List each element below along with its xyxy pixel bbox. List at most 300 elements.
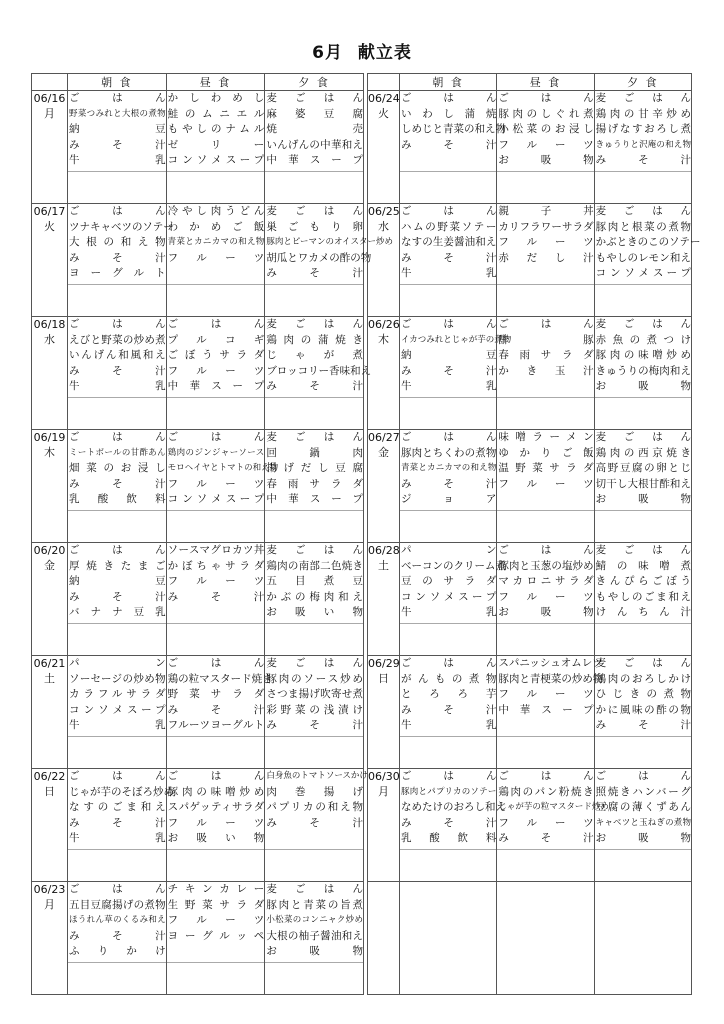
menu-item: 麦ごはん xyxy=(595,544,691,556)
menu-item: かぼちゃサラダ xyxy=(167,559,265,572)
menu-item: みそ汁 xyxy=(595,719,691,732)
menu-item: じゃが芋のそぼろ炒め xyxy=(69,785,174,798)
menu-item: 切干し大根甘酢和え xyxy=(595,477,691,490)
date-cell xyxy=(32,91,68,204)
menu-item: 酢豚 xyxy=(498,333,594,346)
menu-item: きゅうりと沢庵の和え物 xyxy=(595,139,691,150)
date-text: 06/16 xyxy=(33,92,66,105)
menu-item: 鶏肉の蒲焼き xyxy=(266,333,363,346)
date-text: 06/17 xyxy=(33,205,66,218)
menu-item: お吸物 xyxy=(595,380,691,393)
date-text: 06/19 xyxy=(33,431,66,444)
menu-item: みそ汁 xyxy=(69,477,166,490)
menu-item xyxy=(497,492,593,508)
menu-item: みそ汁 xyxy=(69,590,166,603)
menu-item: ごはん xyxy=(167,318,265,330)
breakfast-cell xyxy=(400,769,506,882)
day-row xyxy=(32,769,364,882)
date-text: 06/29 xyxy=(368,657,400,670)
weekday-text: 木 xyxy=(44,446,55,459)
menu-item: フルーツ xyxy=(167,477,265,490)
cell-divider xyxy=(265,171,363,172)
menu-item: 親子丼 xyxy=(498,205,594,217)
menu-item: お吸物 xyxy=(595,493,691,506)
menu-item: 中華スープ xyxy=(266,154,363,167)
dinner-header: 夕 食 xyxy=(265,74,364,91)
menu-item: 五目豆腐揚げの煮物 xyxy=(69,898,166,911)
menu-item: みそ汁 xyxy=(266,380,363,393)
page-title xyxy=(0,38,724,63)
menu-item: 彩野菜の浅漬け xyxy=(266,703,363,716)
lunch-cell xyxy=(166,430,279,543)
menu-item: 鶏の粒マスタード焼き xyxy=(167,672,273,685)
menu-item: 鮭のムニエル xyxy=(167,107,265,120)
menu-item: かぶときのこのソテー xyxy=(595,236,701,249)
menu-item: 豆腐の薄くずあん xyxy=(595,801,691,814)
menu-item: コンソメスープ xyxy=(401,590,497,603)
dinner-cell xyxy=(594,656,691,769)
menu-item: ほうれん草のくるみ和え xyxy=(69,915,166,926)
weekday-text: 火 xyxy=(378,107,389,120)
menu-item: ごはん xyxy=(167,770,265,782)
lunch-cell xyxy=(497,430,594,543)
breakfast-cell xyxy=(400,204,497,317)
menu-item: ひじきの煮物 xyxy=(595,688,691,701)
menu-item: ごはん xyxy=(401,431,497,443)
menu-item: 麦ごはん xyxy=(595,657,691,669)
date-cell xyxy=(32,430,68,543)
menu-item: みそ汁 xyxy=(69,816,166,829)
menu-item: 鶏肉の南部二色焼き xyxy=(266,559,363,572)
menu-item: チキンカレー xyxy=(167,883,265,895)
menu-item: 中華スープ xyxy=(498,703,594,716)
date-cell xyxy=(32,656,68,769)
cell-divider xyxy=(400,171,496,172)
menu-item: フルーツ xyxy=(167,364,265,377)
menu-item: カリフラワーサラダ xyxy=(498,220,594,233)
menu-item: 豚肉と青梗菜の炒め物 xyxy=(498,672,604,685)
dinner-header: 夕 食 xyxy=(594,74,691,91)
cell-divider xyxy=(167,962,265,963)
menu-item: ごはん xyxy=(498,770,594,782)
menu-item: しめじと青菜の和え物 xyxy=(401,123,506,136)
menu-item: 麦ごはん xyxy=(266,318,363,330)
lunch-cell xyxy=(166,317,265,430)
menu-item: 牛乳 xyxy=(401,267,497,280)
menu-item: 麦ごはん xyxy=(266,92,363,104)
menu-item: 豚肉とちくわの煮物 xyxy=(401,446,497,459)
menu-item: 冷やし肉うどん xyxy=(167,205,265,217)
menu-item: 畑菜のお浸し xyxy=(69,462,166,475)
menu-item xyxy=(167,266,265,282)
date-text: 06/20 xyxy=(33,544,66,557)
day-row xyxy=(32,656,364,769)
cell-divider xyxy=(68,510,166,511)
menu-item: 納豆 xyxy=(401,349,497,362)
menu-item: パプリカの和え物 xyxy=(266,801,363,814)
date-text: 06/22 xyxy=(33,770,66,783)
weekday-text: 木 xyxy=(378,333,389,346)
menu-item: ごはん xyxy=(69,770,166,782)
dinner-cell xyxy=(265,656,364,769)
menu-item: えびと野菜の炒め煮 xyxy=(69,333,166,346)
menu-item: ごはん xyxy=(595,770,691,782)
date-text: 06/27 xyxy=(368,431,400,444)
weekday-text: 土 xyxy=(44,672,55,685)
menu-item: いんげんの中華和え xyxy=(266,138,363,151)
menu-item: 鯖の味噌煮 xyxy=(595,559,691,572)
menu-item: 麻婆豆腐 xyxy=(266,107,363,120)
menu-item: 豚肉とピーマンのオイスター炒め xyxy=(266,237,393,248)
menu-item: ヨーグルト xyxy=(69,267,166,280)
date-text: 06/28 xyxy=(368,544,400,557)
menu-item: フルーツ xyxy=(167,575,265,588)
menu-item: ごはん xyxy=(498,92,594,104)
cell-divider xyxy=(265,510,363,511)
menu-item: 麦ごはん xyxy=(266,657,363,669)
menu-item: カラフルサラダ xyxy=(69,688,166,701)
breakfast-cell xyxy=(68,656,167,769)
date-text: 06/25 xyxy=(368,205,400,218)
cell-divider xyxy=(167,284,265,285)
menu-item: みそ汁 xyxy=(595,154,691,167)
cell-divider xyxy=(265,623,363,624)
menu-item: 鶏肉のパン粉焼き xyxy=(498,785,594,798)
cell-divider xyxy=(68,849,166,850)
lunch-cell xyxy=(497,204,594,317)
menu-item: お吸物 xyxy=(498,606,594,619)
menu-item: 鶏肉のジンジャーソース xyxy=(167,447,265,458)
day-row xyxy=(368,769,692,882)
cell-divider xyxy=(595,284,691,285)
menu-item: さつま揚げ吹寄せ煮 xyxy=(266,688,363,701)
menu-item: フルーツ xyxy=(498,590,594,603)
menu-item: モロヘイヤとトマトの和え物 xyxy=(167,463,279,474)
breakfast-cell xyxy=(400,656,497,769)
date-cell xyxy=(32,769,68,882)
menu-item: コンソメスープ xyxy=(167,493,265,506)
menu-item: 大根の和え物 xyxy=(69,236,166,249)
menu-item: 赤だし汁 xyxy=(498,251,594,264)
menu-item xyxy=(497,379,593,395)
menu-item: かしわめし xyxy=(167,92,265,104)
menu-item: ソーセージの炒め物 xyxy=(69,672,166,685)
menu-item: 焼売 xyxy=(266,123,363,136)
menu-item: キャベツと玉ねぎの煮物 xyxy=(595,817,691,828)
menu-item: みそ汁 xyxy=(401,477,497,490)
breakfast-cell xyxy=(68,91,167,204)
breakfast-cell xyxy=(68,769,174,882)
menu-item: 鶏肉の西京焼き xyxy=(595,446,691,459)
menu-item: 照焼きハンバーグ xyxy=(595,785,691,798)
menu-item: けんちん汁 xyxy=(595,606,691,619)
menu-item: ヨーグルッペ xyxy=(167,929,265,942)
menu-item: お吸物 xyxy=(595,832,691,845)
menu-item: コンソメスープ xyxy=(69,703,166,716)
menu-item: みそ汁 xyxy=(401,364,497,377)
header-row xyxy=(368,74,692,91)
cell-divider xyxy=(167,171,265,172)
menu-item: みそ汁 xyxy=(401,816,497,829)
menu-item: 牛乳 xyxy=(69,719,166,732)
menu-item: スパニッシュオムレツ xyxy=(498,657,603,669)
menu-item: もやしのごま和え xyxy=(595,590,691,603)
menu-item: お吸い物 xyxy=(266,606,363,619)
lunch-cell xyxy=(166,656,273,769)
breakfast-cell xyxy=(400,430,497,543)
menu-item: みそ汁 xyxy=(69,251,166,264)
day-row xyxy=(368,204,692,317)
menu-item: 牛乳 xyxy=(69,380,166,393)
menu-item: じゃが芋の粒マスタード炒め xyxy=(498,802,609,813)
dinner-cell xyxy=(265,769,368,882)
menu-item xyxy=(497,266,593,282)
menu-item: ゼリー xyxy=(167,138,265,151)
cell-divider xyxy=(595,623,691,624)
menu-item: パン xyxy=(401,544,497,556)
menu-item: 青菜とカニカマの和え物 xyxy=(167,237,265,248)
menu-item: ごはん xyxy=(69,544,166,556)
lunch-cell xyxy=(166,204,265,317)
cell-divider xyxy=(497,849,593,850)
lunch-cell xyxy=(497,656,604,769)
menu-item: 麦ごはん xyxy=(266,205,363,217)
cell-divider xyxy=(595,736,691,737)
menu-item: スパゲッティサラダ xyxy=(167,801,265,814)
menu-item: なすのごま和え xyxy=(69,801,166,814)
date-text: 06/18 xyxy=(33,318,66,331)
menu-item: ごはん xyxy=(69,318,166,330)
menu-item: みそ汁 xyxy=(266,719,363,732)
cell-divider xyxy=(167,736,265,737)
breakfast-cell xyxy=(68,543,167,656)
menu-item: ソースマグロカツ丼 xyxy=(167,544,265,556)
weekday-text: 月 xyxy=(44,898,55,911)
lunch-header: 昼 食 xyxy=(166,74,265,91)
date-cell xyxy=(368,543,400,656)
lunch-cell xyxy=(497,543,594,656)
menu-item: 厚焼きたまご xyxy=(69,559,166,572)
menu-item: ブロッコリー香味和え xyxy=(266,364,372,377)
menu-item: 味噌ラーメン xyxy=(498,431,594,443)
menu-item: 麦ごはん xyxy=(595,431,691,443)
dinner-cell xyxy=(594,430,691,543)
date-cell xyxy=(32,882,68,995)
cell-divider xyxy=(497,284,593,285)
weekday-text: 日 xyxy=(44,785,55,798)
menu-item: ゆかりご飯 xyxy=(498,446,594,459)
date-text: 06/21 xyxy=(33,657,66,670)
menu-item: 麦ごはん xyxy=(266,431,363,443)
cell-divider xyxy=(497,736,593,737)
menu-item: じゃが煮 xyxy=(266,349,363,362)
date-cell xyxy=(368,317,400,430)
menu-item: コンソメスープ xyxy=(167,154,265,167)
menu-item: ごはん xyxy=(401,205,497,217)
menu-item: なすの生姜醤油和え xyxy=(401,236,497,249)
menu-item: 納豆 xyxy=(69,123,166,136)
date-cell xyxy=(368,91,400,204)
menu-item: 乳酸飲料 xyxy=(69,493,166,506)
date-header xyxy=(32,74,68,91)
dinner-cell xyxy=(265,317,372,430)
menu-item: かに風味の酢の物 xyxy=(595,703,691,716)
menu-table-right xyxy=(367,73,701,995)
menu-item: みそ汁 xyxy=(167,590,265,603)
date-text: 06/26 xyxy=(368,318,400,331)
cell-divider xyxy=(497,397,593,398)
day-row xyxy=(368,882,692,995)
menu-item: 巣ごもり卵 xyxy=(266,220,363,233)
menu-item: 中華スープ xyxy=(167,380,265,393)
menu-item: わかめご飯 xyxy=(167,220,265,233)
menu-item: お吸物 xyxy=(266,945,363,958)
menu-item: みそ汁 xyxy=(266,267,363,280)
menu-item: なめたけのおろし和え xyxy=(401,801,506,814)
menu-item: 豚肉と青菜の旨煮 xyxy=(266,898,363,911)
menu-item: 回鍋肉 xyxy=(266,446,363,459)
menu-item: ごはん xyxy=(401,657,497,669)
dinner-cell xyxy=(594,543,691,656)
date-cell xyxy=(32,543,68,656)
lunch-cell xyxy=(497,882,594,995)
breakfast-cell xyxy=(68,317,167,430)
menu-item: 高野豆腐の卵とじ xyxy=(595,462,691,475)
cell-divider xyxy=(595,510,691,511)
menu-item: 大根の柚子醤油和え xyxy=(266,929,363,942)
menu-item: ごはん xyxy=(69,92,166,104)
menu-item: 鶏肉の甘辛炒め xyxy=(595,107,691,120)
menu-item: 豚肉の味噌炒め xyxy=(595,349,691,362)
menu-item: ごはん xyxy=(69,431,166,443)
dinner-cell xyxy=(265,430,364,543)
cell-divider xyxy=(265,284,363,285)
cell-divider xyxy=(68,736,166,737)
date-cell xyxy=(368,656,400,769)
menu-item: ツナキャベツのソテー xyxy=(69,220,174,233)
menu-item: お吸物 xyxy=(498,154,594,167)
menu-item: 豚肉とパプリカのソテー xyxy=(401,786,497,797)
menu-item: フルーツ xyxy=(167,816,265,829)
date-cell xyxy=(368,430,400,543)
cell-divider xyxy=(167,849,265,850)
menu-item: みそ汁 xyxy=(401,138,497,151)
menu-item: プルコギ xyxy=(167,333,265,346)
cell-divider xyxy=(400,510,496,511)
breakfast-header: 朝 食 xyxy=(400,74,497,91)
menu-item: イカつみれとじゃが芋の煮物 xyxy=(401,334,512,345)
day-row xyxy=(368,543,692,656)
lunch-cell xyxy=(166,91,265,204)
date-text: 06/24 xyxy=(368,92,400,105)
cell-divider xyxy=(595,849,691,850)
breakfast-cell xyxy=(400,317,512,430)
menu-item: フルーツ xyxy=(498,477,594,490)
breakfast-cell xyxy=(68,882,167,995)
dinner-cell xyxy=(594,769,691,882)
menu-item xyxy=(400,153,496,169)
day-row xyxy=(368,91,692,204)
menu-item: ジョア xyxy=(401,493,497,506)
menu-item: 豚肉のソース炒め xyxy=(266,672,363,685)
menu-item: 豆のサラダ xyxy=(401,575,497,588)
day-row xyxy=(32,430,364,543)
menu-item xyxy=(265,831,363,847)
menu-item: みそ汁 xyxy=(69,364,166,377)
menu-item: 牛乳 xyxy=(401,606,497,619)
cell-divider xyxy=(400,623,496,624)
menu-item: パン xyxy=(69,657,166,669)
cell-divider xyxy=(497,623,593,624)
menu-item: フルーツ xyxy=(167,251,265,264)
weekday-text: 月 xyxy=(44,107,55,120)
menu-item: お吸い物 xyxy=(167,832,265,845)
menu-item: みそ汁 xyxy=(401,703,497,716)
menu-item: 野菜つみれと大根の煮物 xyxy=(69,108,166,119)
cell-divider xyxy=(68,171,166,172)
menu-item: ごはん xyxy=(401,92,497,104)
menu-item: もやしのナムル xyxy=(167,123,265,136)
weekday-text: 金 xyxy=(378,446,389,459)
day-row xyxy=(32,91,364,204)
dinner-cell xyxy=(594,91,691,204)
lunch-cell xyxy=(166,769,265,882)
menu-item: かき玉汁 xyxy=(498,364,594,377)
day-row xyxy=(32,204,364,317)
menu-item: 中華スープ xyxy=(266,493,363,506)
menu-item: フルーツヨーグルト xyxy=(167,719,265,732)
menu-item: みそ汁 xyxy=(69,138,166,151)
menu-item: 五目煮豆 xyxy=(266,575,363,588)
menu-item xyxy=(167,605,265,621)
menu-item: 肉巻揚げ xyxy=(266,785,363,798)
menu-item: みそ汁 xyxy=(401,251,497,264)
dinner-cell xyxy=(594,882,691,995)
menu-item: ごぼうサラダ xyxy=(167,349,265,362)
menu-item: 野菜サラダ xyxy=(167,688,265,701)
menu-item: 白身魚のトマトソースかけ xyxy=(266,771,368,781)
menu-item: 温野菜サラダ xyxy=(498,462,594,475)
dinner-cell xyxy=(594,204,701,317)
menu-item: フルーツ xyxy=(498,688,594,701)
lunch-cell xyxy=(166,882,265,995)
title-label: 献立表 xyxy=(357,43,412,63)
title-month: 6月 xyxy=(312,43,343,63)
menu-item: ごはん xyxy=(401,318,497,330)
cell-divider xyxy=(497,510,593,511)
menu-item: みそ汁 xyxy=(498,832,594,845)
day-row xyxy=(32,882,364,995)
menu-item: 揚げなすおろし煮 xyxy=(595,123,691,136)
menu-item: 麦ごはん xyxy=(266,883,363,895)
cell-divider xyxy=(595,171,691,172)
cell-divider xyxy=(68,962,166,963)
cell-divider xyxy=(497,171,593,172)
menu-item: 牛乳 xyxy=(69,832,166,845)
menu-item: 麦ごはん xyxy=(266,544,363,556)
menu-item: ごはん xyxy=(167,431,265,443)
menu-item: 豚肉と根菜の煮物 xyxy=(595,220,691,233)
menu-item: ごはん xyxy=(401,770,497,782)
day-row xyxy=(32,317,364,430)
cell-divider xyxy=(167,623,265,624)
menu-item: きゅうりの梅肉和え xyxy=(595,364,691,377)
menu-item: 牛乳 xyxy=(69,154,166,167)
menu-item: ふりかけ xyxy=(69,945,166,958)
lunch-header: 昼 食 xyxy=(497,74,594,91)
cell-divider xyxy=(68,284,166,285)
menu-item: 青菜とカニカマの和え物 xyxy=(401,463,497,474)
